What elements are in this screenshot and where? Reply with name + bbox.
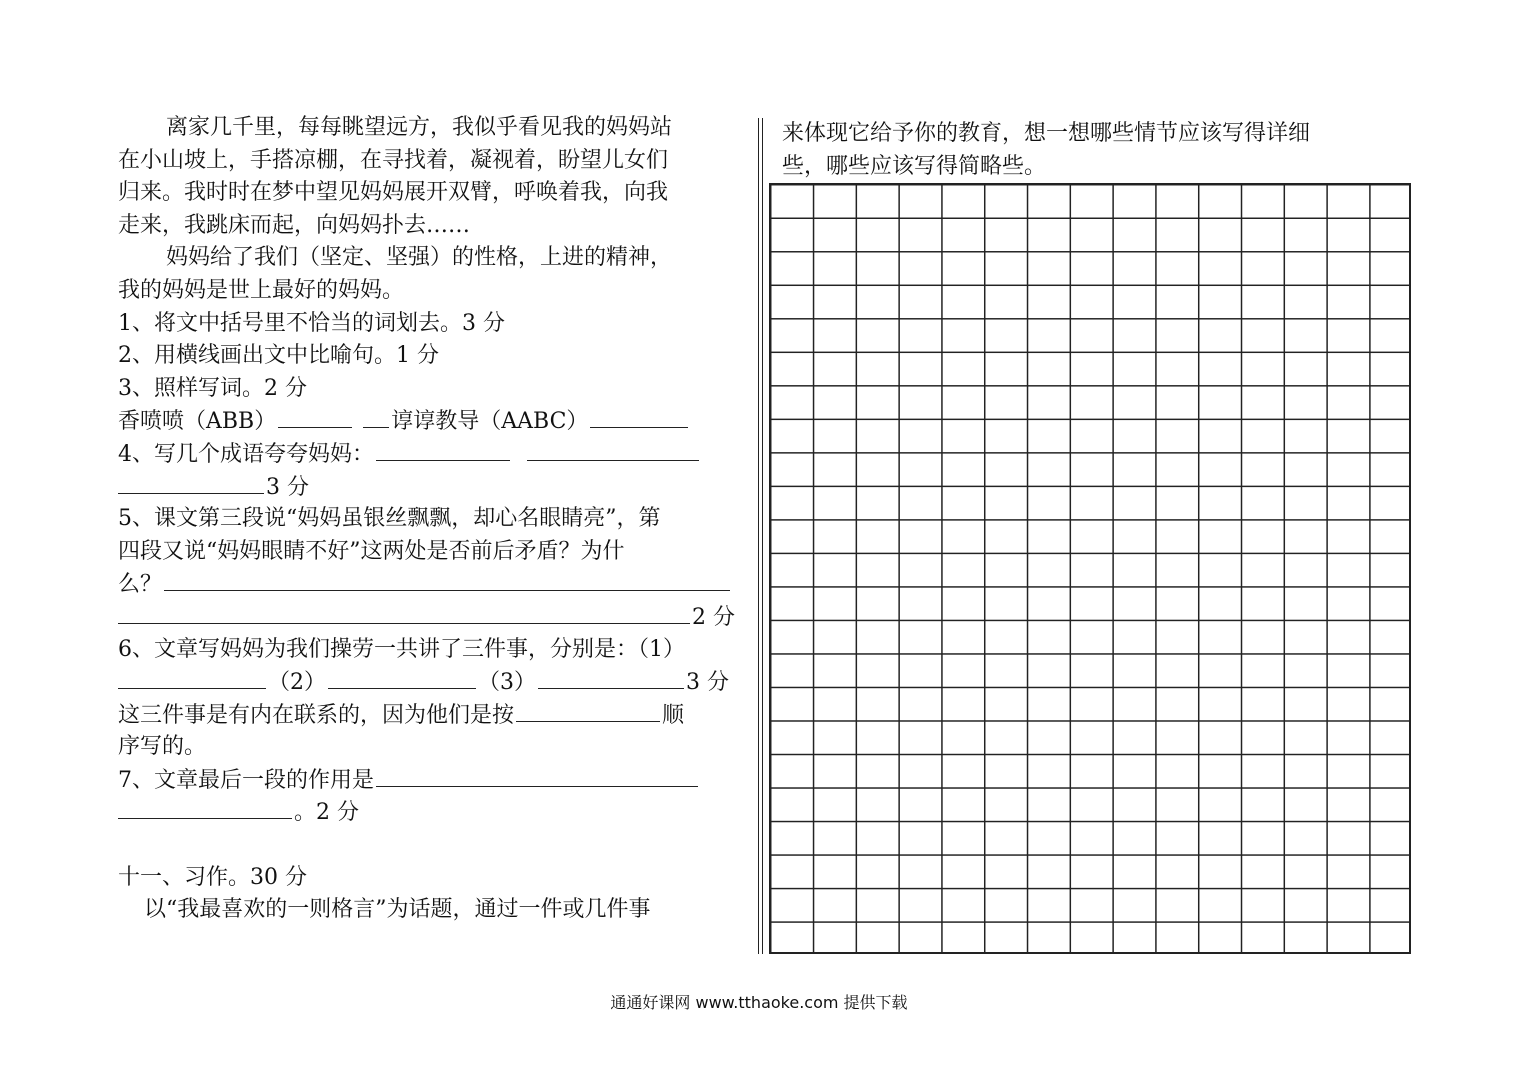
- question-6-line: [118, 666, 738, 699]
- q5-text: 么？: [118, 572, 163, 598]
- answer-blank[interactable]: [118, 666, 266, 689]
- question-4: [118, 438, 738, 471]
- question-4-cont: [118, 471, 738, 504]
- footer-credit: 通通好课网 www.tthaoke.com 提供下载: [610, 993, 908, 1012]
- q3-pattern-a: 香喷喷（ABB）: [118, 409, 277, 435]
- question-7-line: [118, 796, 738, 829]
- spacer: [118, 829, 738, 862]
- answer-blank[interactable]: [376, 438, 510, 461]
- q6-item-2: （2）: [268, 670, 326, 696]
- answer-blank[interactable]: [278, 405, 352, 428]
- question-7-line: [118, 764, 738, 797]
- question-6-line: 序写的。: [118, 734, 207, 760]
- answer-blank[interactable]: [538, 666, 684, 689]
- passage-line: 我的妈妈是世上最好的妈妈。: [118, 277, 405, 303]
- passage-line: 归来。我时时在梦中望见妈妈展开双臂，呼唤着我，向我: [118, 180, 669, 206]
- answer-blank[interactable]: [328, 666, 476, 689]
- q6-text: 顺: [662, 702, 685, 728]
- answer-blank[interactable]: [118, 601, 690, 624]
- composition-heading: 十一、习作。30 分: [118, 864, 307, 890]
- q7-text: 7、文章最后一段的作用是: [118, 767, 374, 793]
- answer-blank[interactable]: [363, 405, 389, 428]
- q7-score: 。2 分: [294, 800, 359, 826]
- question-2: 2、用横线画出文中比喻句。1 分: [118, 343, 439, 369]
- question-5-line: [118, 601, 738, 634]
- question-5-line: 5、课文第三段说“妈妈虽银丝飘飘，却心名眼睛亮”，第: [118, 506, 661, 532]
- composition-prompt-line: 以“我最喜欢的一则格言”为话题，通过一件或几件事: [144, 897, 651, 923]
- question-1: 1、将文中括号里不恰当的词划去。3 分: [118, 310, 505, 336]
- question-6-line: [118, 699, 738, 732]
- q4-text: 4、写几个成语夸夸妈妈：: [118, 441, 374, 467]
- q4-score: 3 分: [266, 474, 309, 500]
- q6-item-3: （3）: [478, 670, 536, 696]
- question-5-line: [118, 568, 738, 601]
- passage-line: 离家几千里，每每眺望远方，我似乎看见我的妈妈站: [166, 115, 673, 140]
- answer-blank[interactable]: [164, 568, 730, 591]
- composition-prompt-line: 来体现它给予你的教育，想一想哪些情节应该写得详细: [782, 121, 1311, 146]
- question-6-line: 6、文章写妈妈为我们操劳一共讲了三件事，分别是：（1）: [118, 636, 685, 662]
- question-3-answers: [118, 405, 738, 438]
- composition-prompt-line: 些，哪些应该写得简略些。: [782, 153, 1047, 179]
- q5-score: 2 分: [692, 604, 735, 630]
- q3-pattern-b: 谆谆教导（AABC）: [391, 409, 589, 435]
- right-column: [782, 118, 1402, 183]
- passage-line: 走来，我跳床而起，向妈妈扑去……: [118, 212, 471, 238]
- question-3: 3、照样写词。2 分: [118, 375, 307, 401]
- answer-blank[interactable]: [118, 471, 264, 494]
- answer-blank[interactable]: [527, 438, 699, 461]
- answer-blank[interactable]: [590, 405, 688, 428]
- q6-text: 这三件事是有内在联系的，因为他们是按: [118, 702, 515, 728]
- column-divider: [758, 118, 763, 954]
- q6-score: 3 分: [686, 670, 729, 696]
- passage-line: 妈妈给了我们（坚定、坚强）的性格，上进的精神，: [166, 245, 673, 271]
- answer-blank[interactable]: [376, 764, 698, 787]
- passage-line: 在小山坡上，手搭凉棚，在寻找着，凝视着，盼望儿女们: [118, 147, 669, 173]
- question-5-line: 四段又说“妈妈眼睛不好”这两处是否前后矛盾？为什: [118, 538, 625, 564]
- answer-blank[interactable]: [118, 796, 292, 819]
- composition-writing-grid[interactable]: [769, 183, 1411, 954]
- left-column: [118, 112, 738, 927]
- answer-blank[interactable]: [516, 699, 660, 722]
